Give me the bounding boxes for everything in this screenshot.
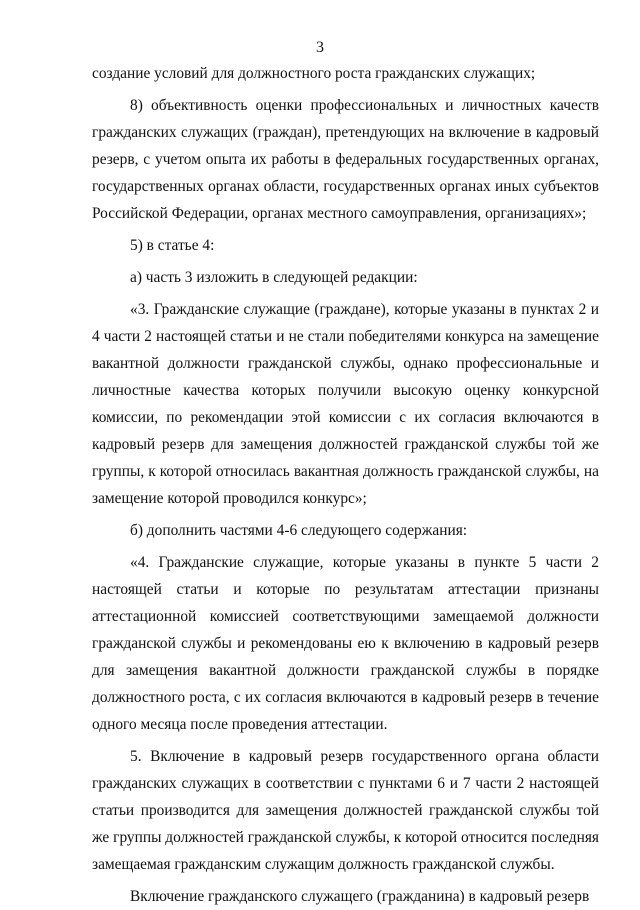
paragraph-sub-a: а) часть 3 изложить в следующей редакции: (130, 269, 418, 286)
page-number: 3 (316, 39, 324, 56)
paragraph-part-4: «4. Гражданские служащие, которые указаны в пункте 5 части 2 настоящей статьи и которые по результатам аттестации признаны аттестационной комиссией соответствующими замещаемой должности гражданской службы и рекомендованы ею к включению в кадровый резерв для замещения вакантной должности гражданской службы в порядке должностного роста, с их согласия включаются в кадровый резерв в течение одного месяца после проведения аттестации. (92, 554, 599, 733)
paragraph-part-5: 5. Включение в кадровый резерв государственного органа области гражданских служащих в соответствии с пунктами 6 и 7 части 2 настоящей статьи производится для замещения должностей гражданской службы той же группы должностей гражданской службы, к которой относится последняя замещаемая гражданским служащим должность гражданской службы. (92, 748, 599, 873)
paragraph-item-8: 8) объективность оценки профессиональных и личностных качеств гражданских служащих (граждан), претендующих на включение в кадровый резерв, с учетом опыта их работы в федеральных государственных органах, государственных органах области, государственных органах иных субъектов Российской Федерации, органах местного самоуправления, организациях»; (92, 97, 599, 222)
paragraph-inclusion: Включение гражданского служащего (гражданина) в кадровый резерв (130, 888, 590, 905)
paragraph-conditions: создание условий для должностного роста гражданских служащих; (92, 65, 536, 82)
paragraph-sub-b: б) дополнить частями 4-6 следующего содержания: (130, 522, 468, 539)
paragraph-item-5: 5) в статье 4: (130, 237, 215, 254)
document-body (92, 60, 599, 910)
paragraph-part-3: «3. Гражданские служащие (граждане), которые указаны в пунктах 2 и 4 части 2 настоящей статьи и не стали победителями конкурса на замещение вакантной должности гражданской службы, однако профессиональные и личностные качества которых получили высокую оценку конкурсной комиссии, по рекомендации этой комиссии с их согласия включаются в кадровый резерв для замещения должностей гражданской службы той же группы, к которой относилась вакантная должность гражданской службы, на замещение которой проводился конкурс»; (92, 301, 599, 507)
